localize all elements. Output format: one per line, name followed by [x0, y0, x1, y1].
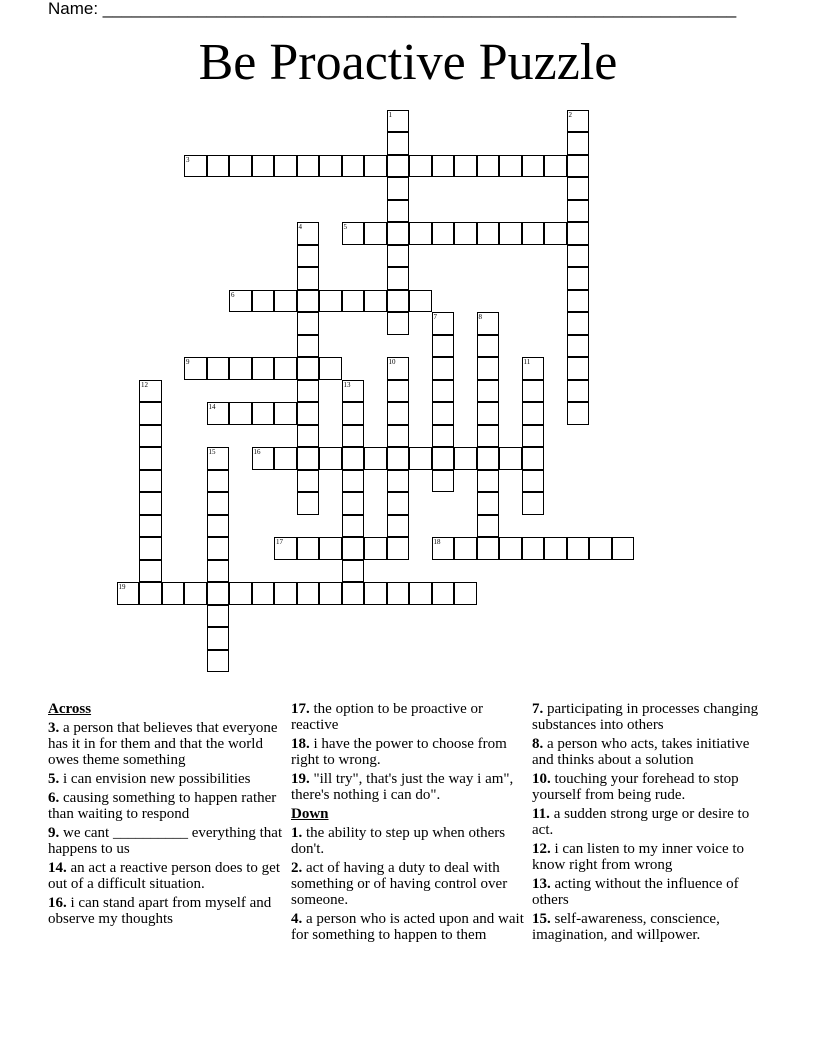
grid-cell[interactable] [567, 290, 590, 313]
clue-number: 6 [231, 290, 235, 299]
clue-number-label: 1. [291, 825, 303, 841]
clue-item [291, 771, 527, 803]
grid-cell[interactable] [387, 222, 410, 245]
grid-cell[interactable] [567, 177, 590, 200]
grid-cell[interactable] [139, 447, 162, 470]
puzzle-title: Be Proactive Puzzle [198, 34, 618, 91]
grid-cell[interactable] [297, 222, 320, 245]
clue-number: 2 [568, 110, 572, 119]
clue-number-label: 17. [291, 701, 310, 717]
grid-cell[interactable] [387, 200, 410, 223]
grid-cell[interactable] [229, 155, 252, 178]
grid-cell[interactable] [432, 402, 455, 425]
grid-cell[interactable] [477, 402, 500, 425]
grid-cell[interactable] [522, 380, 545, 403]
clue-number-label: 5. [48, 771, 60, 787]
grid-cell[interactable] [387, 447, 410, 470]
grid-cell[interactable] [387, 582, 410, 605]
grid-cell[interactable] [454, 222, 477, 245]
grid-cell[interactable] [207, 627, 230, 650]
grid-cell[interactable] [544, 537, 567, 560]
clue-item [532, 701, 768, 733]
grid-cell[interactable] [139, 425, 162, 448]
grid-cell[interactable] [567, 357, 590, 380]
grid-cell[interactable] [432, 222, 455, 245]
clue-text: a sudden strong urge or desire to act. [532, 806, 750, 838]
grid-cell[interactable] [207, 650, 230, 673]
grid-cell[interactable] [522, 492, 545, 515]
grid-cell[interactable] [432, 155, 455, 178]
grid-cell[interactable] [387, 470, 410, 493]
grid-cell[interactable] [454, 537, 477, 560]
clue-text: "ill try", that's just the way i am", there's nothing i can do". [291, 771, 514, 803]
grid-cell[interactable] [567, 200, 590, 223]
grid-cell[interactable] [139, 582, 162, 605]
clue-number: 7 [433, 313, 437, 321]
clue-number: 19 [118, 583, 126, 591]
grid-cell[interactable] [387, 155, 410, 178]
clue-item [291, 860, 527, 908]
grid-cell[interactable] [499, 447, 522, 470]
grid-cell[interactable] [342, 402, 365, 425]
clue-number: 18 [433, 538, 441, 546]
clue-item [532, 911, 768, 943]
clue-number-label: 14. [48, 860, 67, 876]
grid-cell[interactable] [499, 537, 522, 560]
grid-cell[interactable] [297, 155, 320, 178]
clue-number-label: 9. [48, 825, 60, 841]
grid-cell[interactable] [387, 402, 410, 425]
clue-text: i can envision new possibilities [63, 771, 251, 787]
grid-cell[interactable] [567, 132, 590, 155]
clue-number: 9 [186, 358, 190, 366]
clue-number: 16 [253, 448, 261, 456]
grid-cell[interactable] [139, 380, 162, 403]
clue-number-label: 8. [532, 736, 544, 752]
grid-cell[interactable] [477, 447, 500, 470]
grid-cell[interactable] [477, 515, 500, 538]
grid-cell[interactable] [207, 582, 230, 605]
clue-number: 13 [343, 380, 351, 389]
grid-cell[interactable] [432, 357, 455, 380]
clues-column-1 [48, 701, 284, 930]
grid-cell[interactable] [319, 155, 342, 178]
clue-number: 4 [298, 223, 302, 231]
grid-cell[interactable] [432, 537, 455, 560]
grid-cell[interactable] [229, 582, 252, 605]
grid-cell[interactable] [409, 155, 432, 178]
grid-cell[interactable] [432, 470, 455, 493]
grid-cell[interactable] [522, 155, 545, 178]
clue-text: touching your forehead to stop yourself from being rude. [532, 771, 739, 803]
grid-cell[interactable] [319, 357, 342, 380]
grid-cell[interactable] [139, 470, 162, 493]
grid-cell[interactable] [567, 312, 590, 335]
grid-cell[interactable] [477, 357, 500, 380]
grid-cell[interactable] [297, 335, 320, 358]
grid-cell[interactable] [297, 470, 320, 493]
grid-cell[interactable] [387, 290, 410, 313]
grid-cell[interactable] [229, 290, 252, 313]
grid-cell[interactable] [297, 312, 320, 335]
clue-text: a person who is acted upon and wait for something to happen to them [291, 911, 524, 943]
clue-item [48, 895, 284, 927]
grid-cell[interactable] [477, 425, 500, 448]
grid-cell[interactable] [612, 537, 635, 560]
grid-cell[interactable] [454, 155, 477, 178]
grid-cell[interactable] [184, 582, 207, 605]
clue-number: 17 [276, 538, 283, 546]
grid-cell[interactable] [319, 447, 342, 470]
grid-cell[interactable] [162, 582, 185, 605]
clue-number: 12 [141, 380, 148, 389]
grid-cell[interactable] [342, 492, 365, 515]
grid-cell[interactable] [522, 402, 545, 425]
grid-cell[interactable] [297, 425, 320, 448]
grid-cell[interactable] [522, 357, 545, 380]
grid-cell[interactable] [297, 537, 320, 560]
clue-number: 10 [388, 358, 396, 366]
clue-text: we cant __________ everything that happens to us [48, 825, 283, 857]
grid-cell[interactable] [139, 515, 162, 538]
clue-item [291, 825, 527, 857]
grid-cell[interactable] [499, 155, 522, 178]
grid-cell[interactable] [409, 222, 432, 245]
grid-cell[interactable] [432, 582, 455, 605]
clue-number-label: 16. [48, 895, 67, 911]
clue-item [291, 701, 527, 733]
grid-cell[interactable] [567, 110, 590, 133]
grid-cell[interactable] [184, 357, 207, 380]
clue-number-label: 6. [48, 790, 60, 806]
grid-cell[interactable] [364, 582, 387, 605]
grid-cell[interactable] [567, 155, 590, 178]
grid-cell[interactable] [387, 492, 410, 515]
grid-cell[interactable] [319, 582, 342, 605]
grid-cell[interactable] [387, 267, 410, 290]
grid-cell[interactable] [342, 515, 365, 538]
clue-number-label: 3. [48, 720, 60, 736]
clue-item [48, 771, 284, 787]
grid-cell[interactable] [297, 245, 320, 268]
grid-cell[interactable] [207, 515, 230, 538]
clue-text: self-awareness, conscience, imagination, and willpower. [532, 911, 720, 943]
clue-number: 8 [478, 313, 482, 321]
grid-cell[interactable] [544, 222, 567, 245]
grid-cell[interactable] [342, 380, 365, 403]
grid-cell[interactable] [432, 425, 455, 448]
clue-text: the ability to step up when others don't. [291, 825, 506, 857]
grid-cell[interactable] [567, 402, 590, 425]
clue-item [48, 825, 284, 857]
clues-column-2 [291, 701, 527, 946]
grid-cell[interactable] [297, 380, 320, 403]
grid-cell[interactable] [499, 222, 522, 245]
clue-number-label: 4. [291, 911, 303, 927]
grid-cell[interactable] [364, 222, 387, 245]
clue-item [532, 806, 768, 838]
grid-cell[interactable] [207, 560, 230, 583]
grid-cell[interactable] [342, 290, 365, 313]
grid-cell[interactable] [342, 582, 365, 605]
grid-cell[interactable] [252, 402, 275, 425]
grid-cell[interactable] [409, 290, 432, 313]
grid-cell[interactable] [252, 290, 275, 313]
grid-cell[interactable] [567, 222, 590, 245]
grid-cell[interactable] [319, 290, 342, 313]
grid-cell[interactable] [297, 290, 320, 313]
grid-cell[interactable] [297, 492, 320, 515]
grid-cell[interactable] [342, 537, 365, 560]
grid-cell[interactable] [297, 582, 320, 605]
grid-cell[interactable] [184, 155, 207, 178]
clue-text: i can listen to my inner voice to know right from wrong [532, 841, 745, 873]
grid-cell[interactable] [274, 402, 297, 425]
clue-number-label: 19. [291, 771, 310, 787]
clue-item [48, 790, 284, 822]
grid-cell[interactable] [229, 357, 252, 380]
grid-cell[interactable] [477, 537, 500, 560]
grid-cell[interactable] [387, 312, 410, 335]
grid-cell[interactable] [252, 357, 275, 380]
grid-cell[interactable] [432, 447, 455, 470]
grid-cell[interactable] [387, 132, 410, 155]
clue-number: 5 [343, 223, 347, 231]
clue-item [532, 841, 768, 873]
grid-cell[interactable] [387, 245, 410, 268]
grid-cell[interactable] [567, 335, 590, 358]
clue-text: an act a reactive person does to get out of a difficult situation. [48, 860, 280, 892]
clue-text: causing something to happen rather than waiting to respond [48, 790, 277, 822]
grid-cell[interactable] [207, 447, 230, 470]
clue-number-label: 11. [532, 806, 550, 822]
grid-cell[interactable] [387, 380, 410, 403]
clue-text: a person who acts, takes initiative and thinks about a solution [532, 736, 750, 768]
grid-cell[interactable] [432, 335, 455, 358]
grid-cell[interactable] [364, 537, 387, 560]
grid-cell[interactable] [567, 245, 590, 268]
grid-cell[interactable] [567, 537, 590, 560]
grid-cell[interactable] [207, 537, 230, 560]
grid-cell[interactable] [567, 267, 590, 290]
grid-cell[interactable] [139, 402, 162, 425]
grid-cell[interactable] [522, 222, 545, 245]
grid-cell[interactable] [387, 515, 410, 538]
grid-cell[interactable] [207, 155, 230, 178]
grid-cell[interactable] [522, 470, 545, 493]
grid-cell[interactable] [409, 582, 432, 605]
grid-cell[interactable] [342, 222, 365, 245]
clue-text: act of having a duty to deal with something or of having control over someone. [291, 860, 508, 908]
grid-cell[interactable] [207, 402, 230, 425]
grid-cell[interactable] [207, 470, 230, 493]
clue-number-label: 18. [291, 736, 310, 752]
grid-cell[interactable] [252, 447, 275, 470]
grid-cell[interactable] [274, 290, 297, 313]
grid-cell[interactable] [477, 155, 500, 178]
clue-text: acting without the influence of others [532, 876, 739, 908]
clue-number: 11 [523, 358, 531, 366]
clue-number: 14 [208, 403, 216, 411]
grid-cell[interactable] [522, 425, 545, 448]
clue-item [48, 720, 284, 768]
grid-cell[interactable] [342, 447, 365, 470]
grid-cell[interactable] [207, 357, 230, 380]
grid-cell[interactable] [454, 447, 477, 470]
grid-cell[interactable] [342, 155, 365, 178]
clue-item [48, 860, 284, 892]
grid-cell[interactable] [252, 155, 275, 178]
grid-cell[interactable] [297, 357, 320, 380]
clue-number-label: 10. [532, 771, 551, 787]
grid-cell[interactable] [364, 447, 387, 470]
grid-cell[interactable] [229, 402, 252, 425]
grid-cell[interactable] [522, 447, 545, 470]
clue-item [532, 736, 768, 768]
grid-cell[interactable] [342, 425, 365, 448]
clue-number: 15 [208, 448, 216, 456]
grid-cell[interactable] [409, 447, 432, 470]
grid-cell[interactable] [522, 537, 545, 560]
grid-cell[interactable] [387, 357, 410, 380]
grid-cell[interactable] [139, 537, 162, 560]
clue-text: a person that believes that everyone has it in for them and that the world owes theme something [48, 720, 278, 768]
grid-cell[interactable] [477, 222, 500, 245]
grid-cell[interactable] [342, 470, 365, 493]
clue-item [291, 911, 527, 943]
clue-text: i can stand apart from myself and observe my thoughts [48, 895, 272, 927]
grid-cell[interactable] [274, 155, 297, 178]
grid-cell[interactable] [387, 177, 410, 200]
grid-cell[interactable] [477, 380, 500, 403]
grid-cell[interactable] [252, 582, 275, 605]
clue-number-label: 2. [291, 860, 303, 876]
clue-item [291, 736, 527, 768]
grid-cell[interactable] [319, 537, 342, 560]
clue-text: participating in processes changing substances into others [532, 701, 759, 733]
grid-cell[interactable] [387, 110, 410, 133]
name-field[interactable]: Name: ___________________________________________________________________ [48, 0, 737, 18]
clue-text: the option to be proactive or reactive [291, 701, 484, 733]
grid-cell[interactable] [207, 492, 230, 515]
grid-cell[interactable] [274, 582, 297, 605]
grid-cell[interactable] [432, 312, 455, 335]
grid-cell[interactable] [274, 537, 297, 560]
clue-text: i have the power to choose from right to wrong. [291, 736, 507, 768]
grid-cell[interactable] [139, 492, 162, 515]
grid-cell[interactable] [117, 582, 140, 605]
clue-number-label: 12. [532, 841, 551, 857]
grid-cell[interactable] [297, 447, 320, 470]
clues-column-3 [532, 701, 768, 946]
grid-cell[interactable] [477, 492, 500, 515]
grid-cell[interactable] [387, 537, 410, 560]
grid-cell[interactable] [274, 447, 297, 470]
grid-cell[interactable] [432, 380, 455, 403]
clue-number: 1 [388, 110, 392, 119]
grid-cell[interactable] [139, 560, 162, 583]
clue-item [532, 876, 768, 908]
grid-cell[interactable] [477, 335, 500, 358]
across-heading: Across [48, 701, 92, 717]
grid-cell[interactable] [477, 470, 500, 493]
clue-number: 3 [186, 155, 190, 164]
grid-cell[interactable] [454, 582, 477, 605]
grid-cell[interactable] [207, 605, 230, 628]
down-heading: Down [291, 806, 329, 822]
grid-cell[interactable] [342, 560, 365, 583]
clue-number-label: 7. [532, 701, 544, 717]
grid-cell[interactable] [567, 380, 590, 403]
grid-cell[interactable] [387, 425, 410, 448]
grid-cell[interactable] [297, 267, 320, 290]
clue-number-label: 13. [532, 876, 551, 892]
clue-item [532, 771, 768, 803]
grid-cell[interactable] [364, 290, 387, 313]
clue-number-label: 15. [532, 911, 551, 927]
grid-cell[interactable] [364, 155, 387, 178]
grid-cell[interactable] [544, 155, 567, 178]
grid-cell[interactable] [477, 312, 500, 335]
grid-cell[interactable] [274, 357, 297, 380]
grid-cell[interactable] [589, 537, 612, 560]
grid-cell[interactable] [297, 402, 320, 425]
